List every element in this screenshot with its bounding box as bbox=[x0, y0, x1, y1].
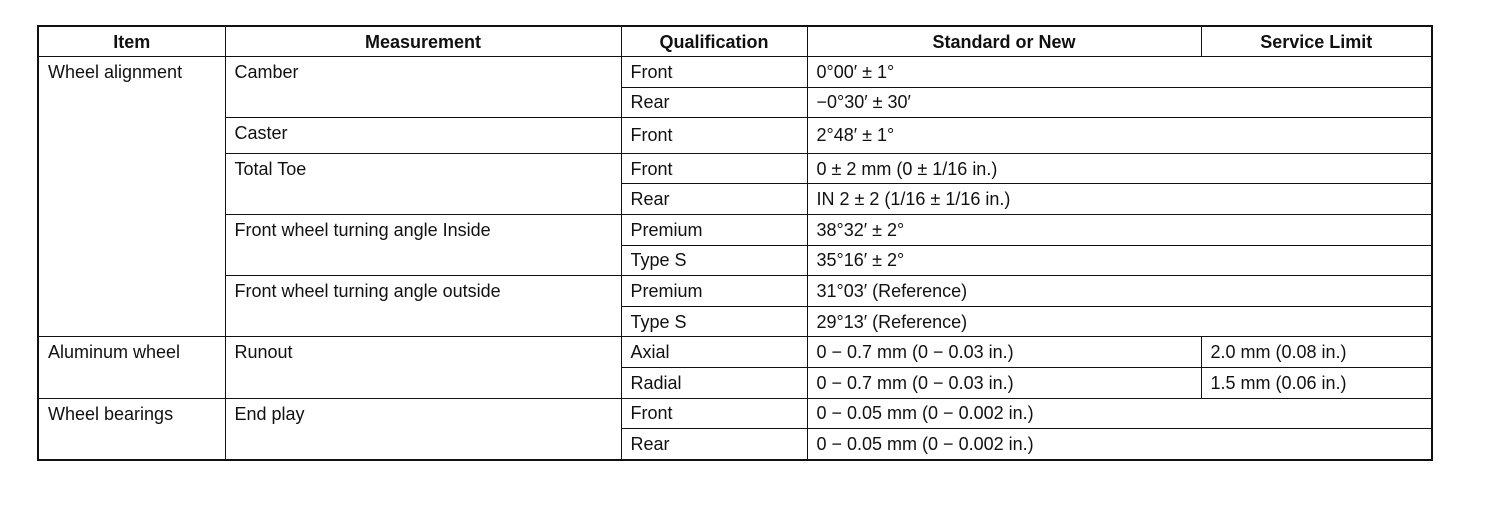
standard-value-cell: −0°30′ ± 30′ bbox=[807, 87, 1432, 118]
table-row bbox=[38, 57, 1432, 88]
qualification-cell: Type S bbox=[621, 306, 807, 337]
item-cell-wheel-alignment: Wheel alignment bbox=[38, 57, 225, 337]
standard-value-cell: IN 2 ± 2 (1/16 ± 1/16 in.) bbox=[807, 184, 1432, 215]
qualification-cell: Rear bbox=[621, 429, 807, 460]
item-cell-aluminum-wheel: Aluminum wheel bbox=[38, 337, 225, 398]
table-row bbox=[38, 118, 1432, 154]
qualification-cell: Type S bbox=[621, 245, 807, 276]
table-row bbox=[38, 153, 1432, 184]
measurement-cell-total-toe: Total Toe bbox=[225, 153, 621, 214]
standard-value-cell: 29°13′ (Reference) bbox=[807, 306, 1432, 337]
standard-value-cell: 0°00′ ± 1° bbox=[807, 57, 1432, 88]
qualification-cell: Rear bbox=[621, 184, 807, 215]
qualification-cell: Front bbox=[621, 118, 807, 154]
header-measurement: Measurement bbox=[225, 26, 621, 57]
wheel-specifications-table bbox=[37, 25, 1433, 461]
table-row bbox=[38, 276, 1432, 307]
header-service-limit: Service Limit bbox=[1201, 26, 1432, 57]
standard-value-cell: 31°03′ (Reference) bbox=[807, 276, 1432, 307]
measurement-cell-camber: Camber bbox=[225, 57, 621, 118]
standard-value-cell: 35°16′ ± 2° bbox=[807, 245, 1432, 276]
table-row bbox=[38, 214, 1432, 245]
header-standard-or-new: Standard or New bbox=[807, 26, 1201, 57]
standard-value-cell: 0 − 0.05 mm (0 − 0.002 in.) bbox=[807, 398, 1432, 429]
item-cell-wheel-bearings: Wheel bearings bbox=[38, 398, 225, 460]
table-row bbox=[38, 398, 1432, 429]
standard-value-cell: 0 − 0.7 mm (0 − 0.03 in.) bbox=[807, 367, 1201, 398]
qualification-cell: Rear bbox=[621, 87, 807, 118]
standard-value-cell: 0 − 0.7 mm (0 − 0.03 in.) bbox=[807, 337, 1201, 368]
service-limit-cell: 1.5 mm (0.06 in.) bbox=[1201, 367, 1432, 398]
measurement-cell-turning-angle-outside: Front wheel turning angle outside bbox=[225, 276, 621, 337]
standard-value-cell: 0 ± 2 mm (0 ± 1/16 in.) bbox=[807, 153, 1432, 184]
standard-value-cell: 38°32′ ± 2° bbox=[807, 214, 1432, 245]
service-limit-cell: 2.0 mm (0.08 in.) bbox=[1201, 337, 1432, 368]
qualification-cell: Axial bbox=[621, 337, 807, 368]
standard-value-cell: 0 − 0.05 mm (0 − 0.002 in.) bbox=[807, 429, 1432, 460]
qualification-cell: Front bbox=[621, 398, 807, 429]
measurement-cell-runout: Runout bbox=[225, 337, 621, 398]
measurement-cell-caster: Caster bbox=[225, 118, 621, 154]
qualification-cell: Front bbox=[621, 57, 807, 88]
header-qualification: Qualification bbox=[621, 26, 807, 57]
standard-value-cell: 2°48′ ± 1° bbox=[807, 118, 1432, 154]
qualification-cell: Premium bbox=[621, 276, 807, 307]
qualification-cell: Premium bbox=[621, 214, 807, 245]
table-row bbox=[38, 337, 1432, 368]
qualification-cell: Radial bbox=[621, 367, 807, 398]
measurement-cell-turning-angle-inside: Front wheel turning angle Inside bbox=[225, 214, 621, 275]
header-row bbox=[38, 26, 1432, 57]
header-item: Item bbox=[38, 26, 225, 57]
qualification-cell: Front bbox=[621, 153, 807, 184]
measurement-cell-end-play: End play bbox=[225, 398, 621, 460]
